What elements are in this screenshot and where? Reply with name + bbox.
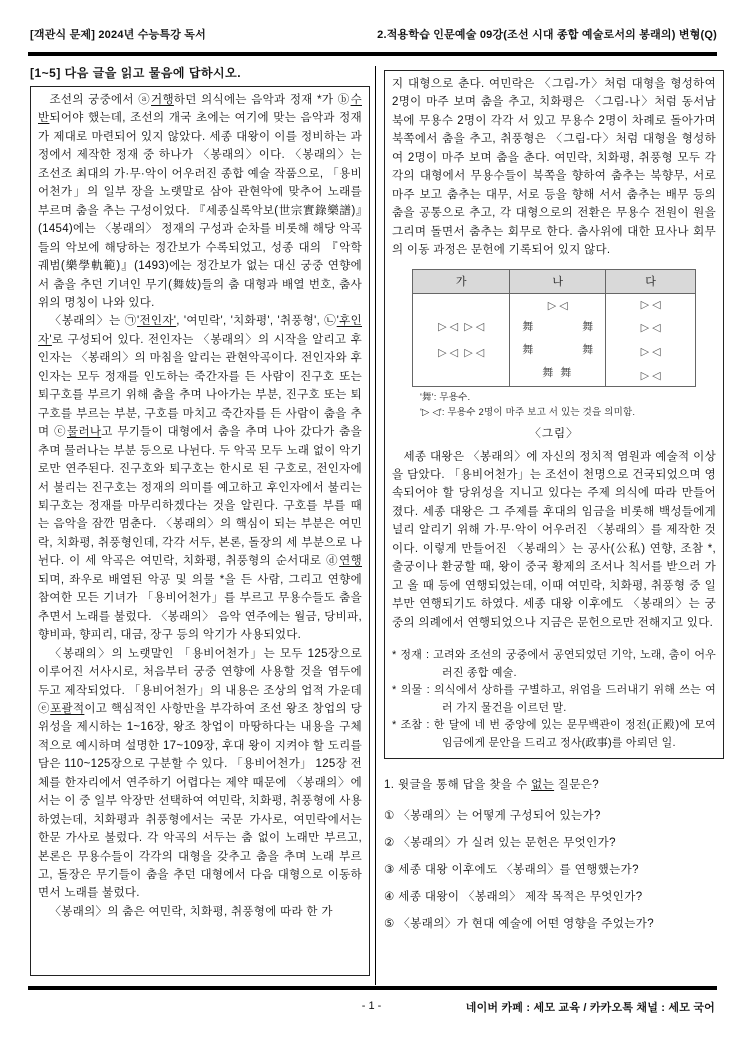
diagram-cell-da <box>606 294 695 386</box>
footnote-line: * 정재 : 고려와 조선의 궁중에서 공연되었던 기악, 노래, 춤이 어우러진 종합 예술. <box>392 649 716 679</box>
question-stem <box>384 776 724 792</box>
footer-page-number: - 1 - <box>361 1000 382 1012</box>
footer-rule <box>28 986 717 990</box>
diagram-body-row <box>413 294 695 386</box>
dancer-pair-symbols: ▷ ◁ ▷ ◁ <box>438 347 485 360</box>
left-column <box>30 64 370 976</box>
underlined-term: 거행 <box>151 94 174 106</box>
passage-paragraph <box>38 903 362 921</box>
footnote-line: * 의물 : 의식에서 상하를 구별하고, 위엄을 드러내기 위해 쓰는 여러 가지 물건을 이르던 말. <box>392 684 716 714</box>
question-options <box>384 803 724 938</box>
text-segment: 고 무기들이 대형에서 춤을 추며 나아 갔다가 춤을 추며 물러나는 부분 등으로 나뉜다. 두 악곡 모두 노래 없이 악기로만 연주된다. 진구호와 퇴구호는 한시로 된 구호로, 전인자에서 불리는 진구호는 정재의 의미를 예고하고 후인자에서 불리는 퇴구호는 정재를 마무리하겠다는 것을 알린다. 구호를 부를 때는 음악을 잠깐 멈춘다. 〈봉래의〉의 핵심이 되는 부분은 여민락, 치화평, 취풍형인데, 각각 서두, 본론, 돌장의 세 부분으로 나뉜다. 이 세 악곡은 여민락, 치화평, 취풍형의 순서대로 <box>38 426 362 568</box>
column-divider <box>375 66 376 985</box>
underlined-term: '전인자' <box>137 315 177 328</box>
question-1 <box>384 776 724 938</box>
text-segment: 〈봉래의〉의 춤은 여민락, 치화평, 취풍형에 따라 한 가 <box>49 905 333 918</box>
text-segment: ㉡ <box>324 315 337 328</box>
passage-paragraph <box>38 91 362 312</box>
underlined-term: '후인자' <box>38 315 362 346</box>
diagram-cell-na <box>510 294 606 386</box>
dancer-pair-symbols: ▷ ◁ <box>640 298 661 311</box>
question-option: ④ 세종 대왕이 〈봉래의〉 제작 목적은 무엇인가? <box>384 891 643 904</box>
question-option: ① 〈봉래의〉는 어떻게 구성되어 있는가? <box>384 810 601 823</box>
underlined-term: 없는 <box>531 779 555 792</box>
diagram-header-da: 다 <box>645 275 656 288</box>
page-header <box>30 26 717 42</box>
diagram-header-ga: 가 <box>413 270 510 293</box>
passage-continuation <box>392 75 716 260</box>
passage-closing <box>392 448 716 633</box>
header-left-title: [객관식 문제] 2024년 수능특강 독서 <box>30 29 206 41</box>
passage-paragraph <box>38 312 362 644</box>
dancer-glyph: 舞 <box>522 321 534 334</box>
reading-instruction: [1~5] 다음 글을 읽고 물음에 답하시오. <box>30 66 242 80</box>
text-segment: ⓐ <box>138 94 152 106</box>
text-segment: ㉠ <box>124 315 138 328</box>
question-option: ② 〈봉래의〉가 실려 있는 문헌은 무엇인가? <box>384 837 616 850</box>
diagram-legend <box>420 390 716 420</box>
text-segment: 〈봉래의〉는 <box>49 315 125 328</box>
dancer-row <box>510 341 605 357</box>
dancer-row <box>510 318 605 334</box>
passage-paragraph <box>392 75 716 260</box>
diagram-legend-line: '舞': 무용수. <box>420 391 471 403</box>
passage-paragraph <box>392 448 716 633</box>
text-segment: ⓑ <box>337 94 351 106</box>
text-segment: 지 대형으로 춘다. 여민락은 〈그림-가〉처럼 대형을 형성하여 2명이 마주 보며 춤을 추고, 치화평은 〈그림-나〉처럼 동서남북에 무용수 2명이 각각 서 있고 무용수 2명이 차례로 돌아가며 북쪽에서 춤을 추고, 취풍형은 〈그림-다〉처럼 대형을 형성하여 2명이 마주 보며 춤을 춘다. 여민락, 치화평, 취풍형 모두 각각의 대형에서 무용수들이 북쪽을 향하여 춤추는 북향무, 서로 마주 보고 춤추는 대무, 서로 등을 향해 서서 춤추는 배무 등의 춤을 공통으로 추고, 각 대형으로의 전환은 무용수 전원이 원을 그리며 돌면서 춤추는 회무로 한다. 춤사위에 대한 묘사나 회무의 이동 과정은 문헌에 기록되어 있지 않다. <box>392 78 716 257</box>
diagram-caption: 〈그림〉 <box>529 427 579 440</box>
text-segment: 1. 윗글을 통해 답을 찾을 수 <box>384 779 532 792</box>
text-segment: 로 구성되어 있다. 전인자는 〈봉래의〉의 시작을 알리고 후인자는 〈봉래의〉의 마침을 알리는 관현악곡이다. 전인자와 후인자는 모두 정재를 인도하는 죽간자를 든 사람이 진구호 또는 퇴구호를 부르기 위해 춤을 추며 나아가는 부분, 진구호 또는 퇴구호를 부르는 부분, 구호를 마치고 죽간자를 든 사람이 춤을 추며 <box>38 333 362 439</box>
text-segment: 되며, 좌우로 배열된 악공 및 의물 *을 든 사람, 그리고 연향에 참여한 모든 기녀가 「용비어천가」를 부르고 무용수들도 춤을 추면서 노래를 불렀다. 〈봉래의〉 음악 연주에는 월금, 당비파, 향비파, 향피리, 대금, 장구 등의 악기가 사용되었다. <box>38 573 362 642</box>
dancer-pair-symbols: ▷ ◁ <box>640 369 661 382</box>
underlined-term: 물러나 <box>67 426 102 439</box>
right-column <box>384 70 724 938</box>
text-segment: 하던 의식에는 음악과 정재 *가 <box>173 94 338 106</box>
text-segment: 질문은? <box>554 779 600 792</box>
text-segment: , '여민락', '치화평', '취풍형', <box>176 315 325 328</box>
passage-footnotes <box>392 647 716 752</box>
diagram-header-row <box>413 270 695 294</box>
diagram-header-na: 나 <box>510 270 606 293</box>
header-right-title: 2.적용학습 인문예술 09강(조선 시대 종합 예술로서의 봉래의) 변형(Q) <box>377 29 717 41</box>
passage-box-right <box>384 70 724 759</box>
footnote-line: * 조참 : 한 달에 네 번 중앙에 있는 문무백관이 정전(正殿)에 모여 임금에게 문안을 드리고 정사(政事)를 아뢰던 일. <box>392 719 716 749</box>
underlined-term: 포괄적 <box>50 702 85 715</box>
header-rule <box>28 52 717 56</box>
dancer-pair-symbols: ▷ ◁ <box>547 299 568 312</box>
question-option: ③ 세종 대왕 이후에도 〈봉래의〉를 연행했는가? <box>384 864 639 877</box>
underlined-term: 연행 <box>339 555 362 568</box>
passage-paragraph <box>38 645 362 903</box>
dancer-pair-symbols: ▷ ◁ <box>640 322 661 335</box>
diagram-legend-line: '▷ ◁': 무용수 2명이 마주 보고 서 있는 것을 의미함. <box>420 406 636 418</box>
dancer-pair-symbols: ▷ ◁ ▷ ◁ <box>438 321 485 334</box>
text-segment: ⓓ <box>326 555 340 568</box>
question-option: ⑤ 〈봉래의〉가 현대 예술에 어떤 영향을 주었는가? <box>384 918 655 931</box>
dancer-pair-glyphs: 舞 舞 <box>542 366 574 379</box>
text-segment: 조선의 궁중에서 <box>49 94 139 106</box>
underlined-term: 수반 <box>38 94 362 125</box>
text-segment: 되어야 했는데, 조선의 개국 초에는 여기에 맞는 음악과 정재가 제대로 마련되어 있지 않았다. 세종 대왕이 이를 정비하는 과정에서 제작한 정재 중 하나가 〈봉래의〉이다. 〈봉래의〉는 조선조 최대의 가·무·악이 어우러진 종합 예술 작품으로, 「용비어천가」의 일부 장을 노랫말로 삼아 관현악에 맞추어 노래를 부르며 춤을 추는 구성이었다. 『세종실록악보(世宗實錄樂譜)』(1454)에는 〈봉래의〉 정재의 구성과 순차를 비롯해 해당 악곡들의 악보에 해당하는 정간보가 수록되었고, 성종 대의 『악학궤범(樂學軌範)』(1493)에는 정간보가 없는 대신 궁중 연향에서 춤을 추던 기녀인 무기(舞妓)들의 춤 대형과 배열 번호, 춤사위의 명칭이 나와 있다. <box>38 112 362 309</box>
passage-box-left <box>30 86 370 976</box>
dancer-glyph: 舞 <box>522 343 534 356</box>
dancer-pair-symbols: ▷ ◁ <box>640 345 661 358</box>
formation-diagram-table <box>412 269 696 387</box>
text-segment: ⓔ <box>38 702 51 715</box>
text-segment: 세종 대왕은 〈봉래의〉에 자신의 정치적 염원과 예술적 이상을 담았다. 「용비어천가」는 조선이 천명으로 건국되었으며 영속되어야 할 당위성을 지니고 있다는 주제 의식에 따라 만들어졌다. 세종 대왕은 그 주제를 후대의 임금을 비롯해 백성들에게 널리 알리기 위해 가·무·악이 어우러진 〈봉래의〉를 제작한 것이다. 이렇게 만들어진 〈봉래의〉는 공사(公私) 연향, 조참 *, 출궁이나 환궁할 때, 왕이 중국 황제의 조서나 칙서를 받으러 가고 올 때 등에 연행되었는데, 이때 여민락, 치화평, 취풍형 중 일부만 연행되기도 하였다. 세종 대왕 이후에도 〈봉래의〉는 궁중의 의례에서 연행되었으나 지금은 문헌으로만 전해지고 있다. <box>392 450 716 629</box>
text-segment: 〈봉래의〉의 노랫말인 「용비어천가」는 모두 125장으로 이루어진 서사시로, 처음부터 궁중 연향에 사용할 것을 염두에 두고 제작되었다. 「용비어천가」의 내용은 조상의 업적 가운데 <box>38 647 362 697</box>
footer-channel-info: 네이버 카페 : 세모 교육 / 카카오톡 채널 : 세모 국어 <box>465 1002 715 1014</box>
text-segment: ⓒ <box>54 426 68 439</box>
dancer-glyph: 舞 <box>582 321 594 334</box>
dancer-glyph: 舞 <box>582 343 594 356</box>
diagram-cell-ga <box>413 294 510 386</box>
text-segment: 이고 핵심적인 사항만을 부각하여 조선 왕조 창업의 당위성을 제시하는 1~16장, 왕조 창업이 마땅하다는 내용을 구체적으로 예시하며 설명한 17~109장, 후대 왕이 지켜야 할 도리를 담은 110~125장으로 구분할 수 있다. 「용비어천가」 125장 전체를 한자리에서 연주하기 어렵다는 제약 때문에 〈봉래의〉에서는 이 중 일부 악장만 선택하여 여민락, 치화평, 취풍형에 사용하였는데, 치화평과 취풍형에서는 국문 가사로, 여민락에서는 한문 가사로 불렀다. 각 악곡의 서두는 춤 없이 노래만 부르고, 본론은 무용수들이 각각의 대형을 갖추고 춤을 추며 노래 부르고, 돌장은 무기들이 춤을 추던 대형에서 다음 대형으로 이동하면서 노래를 불렀다. <box>38 702 362 900</box>
